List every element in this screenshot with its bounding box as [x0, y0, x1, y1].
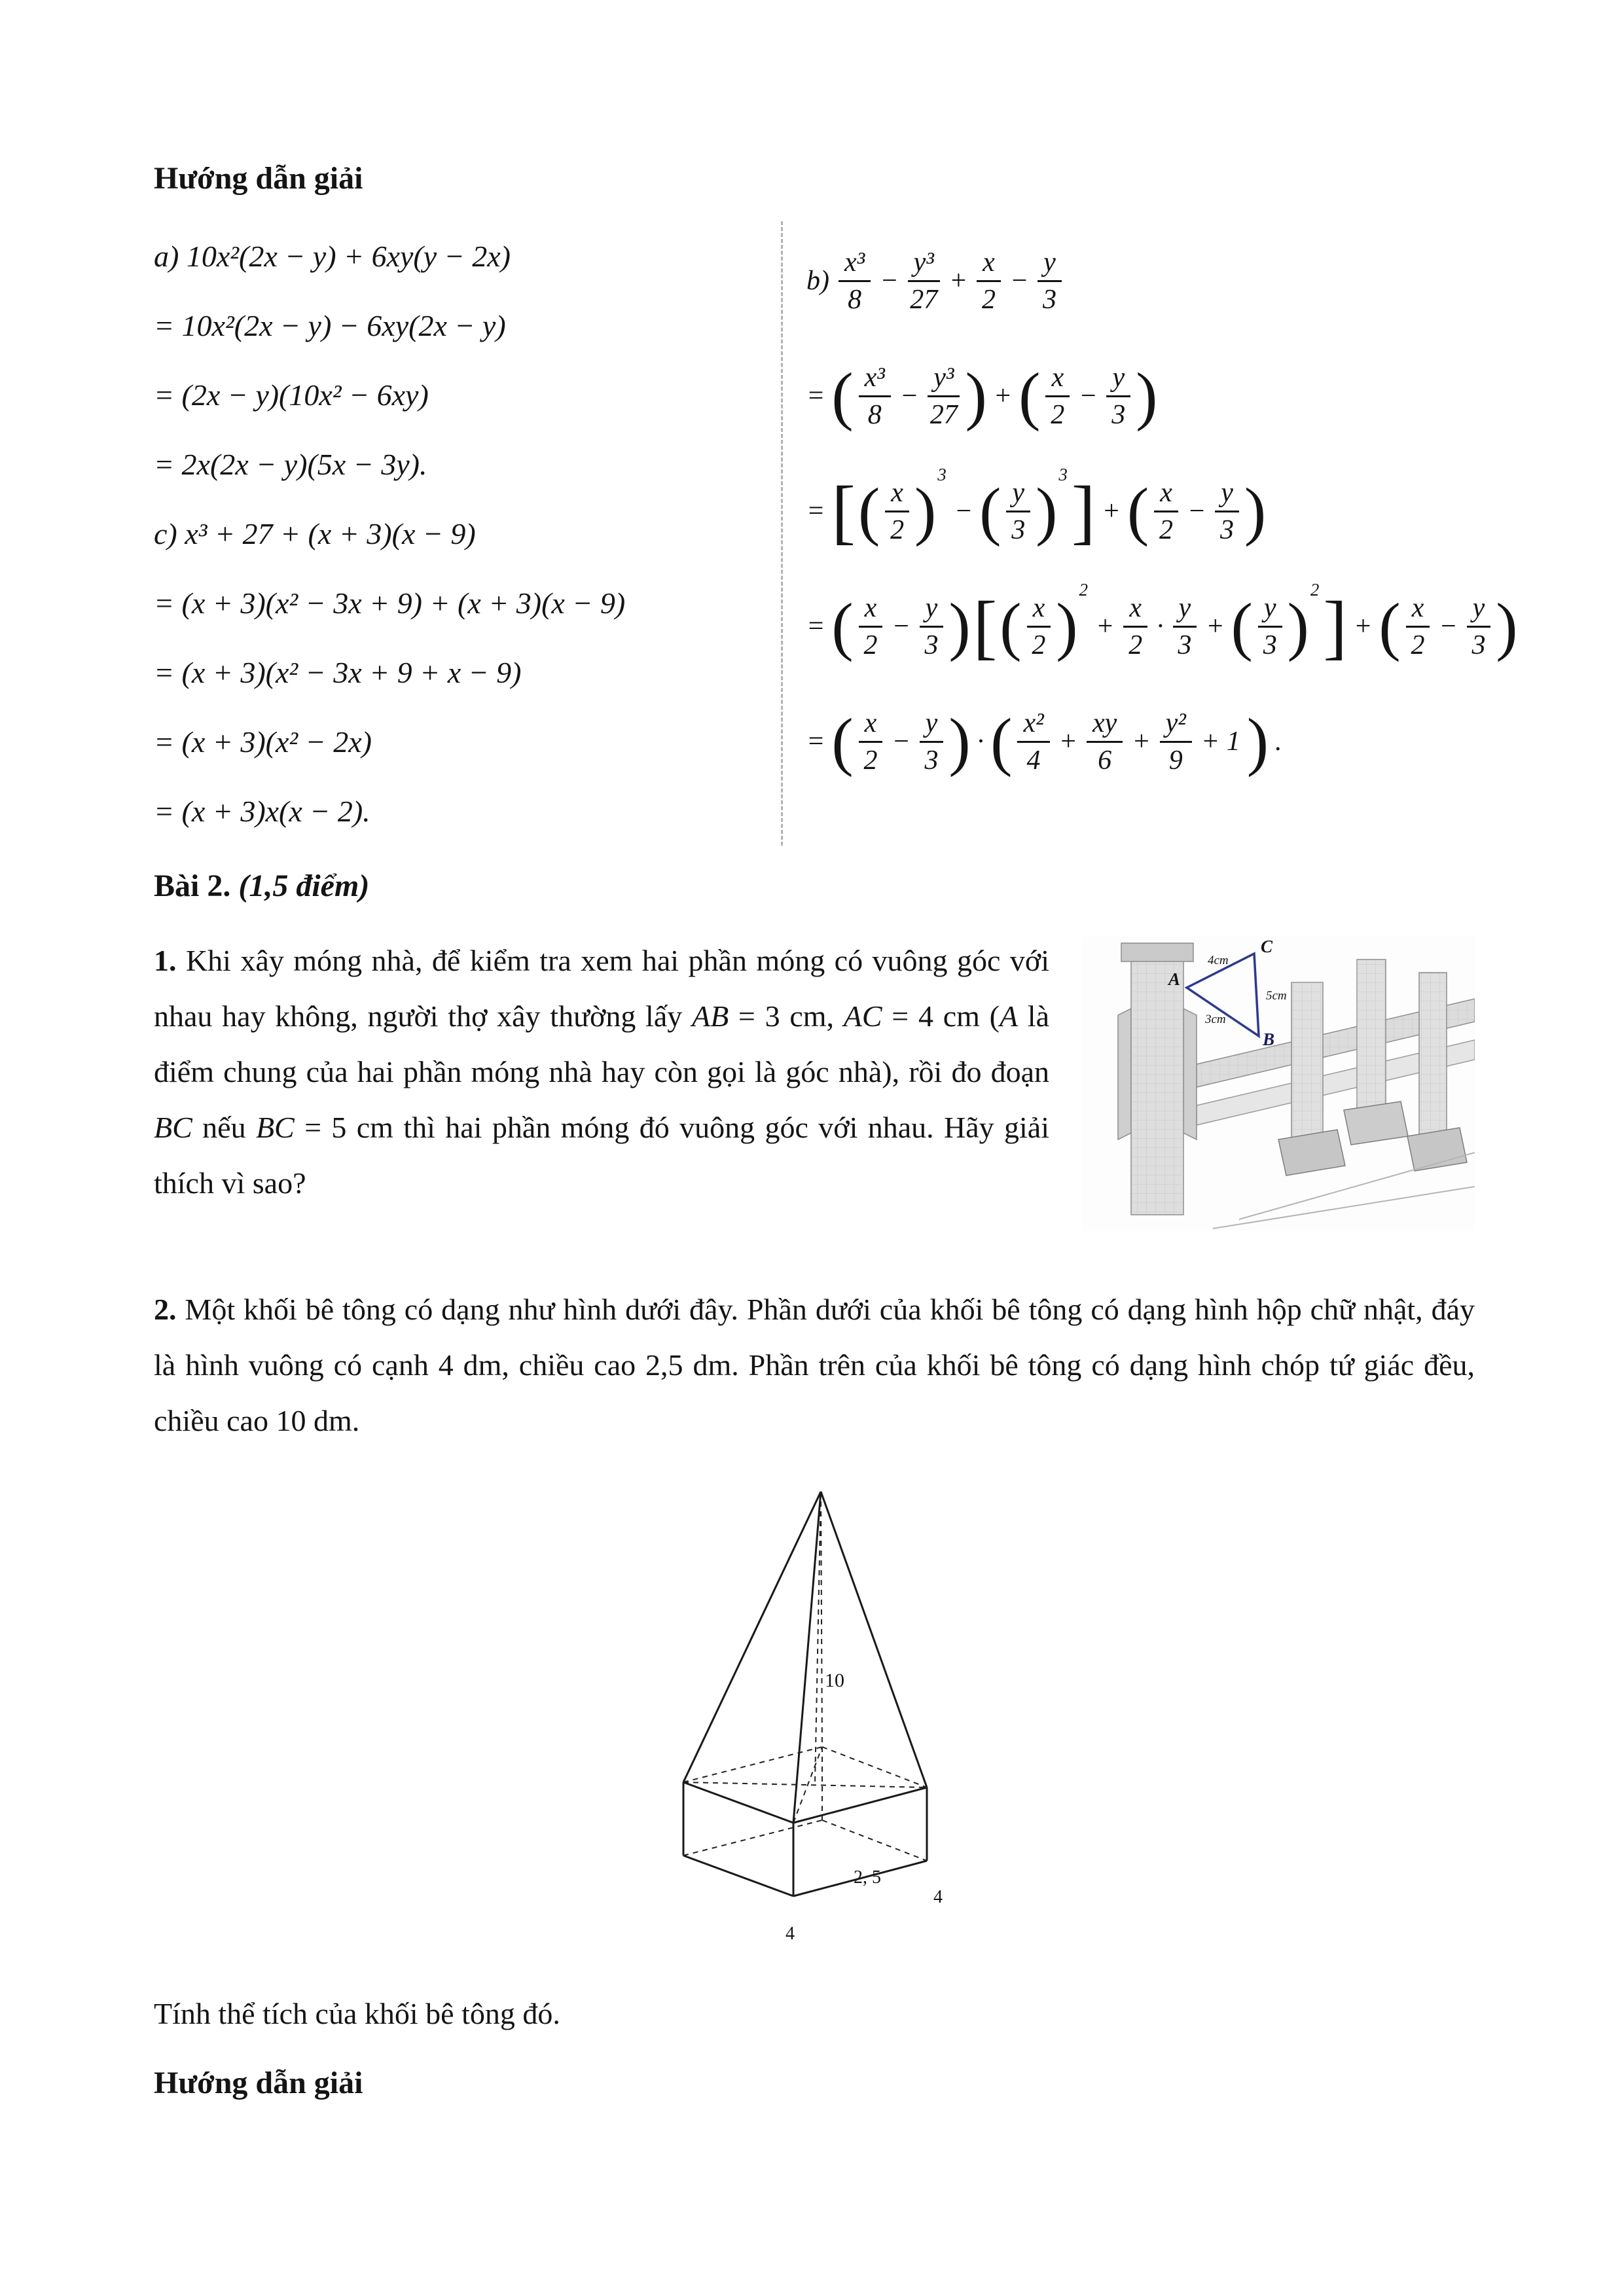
math-line: = [ ( $\frac{x}{2}$ ) 3 − ( $\frac{y}{3}$ ) 3 ] + ( $\frac{x}{2}$ − $\frac{y}{3}$ ) — [806, 465, 1267, 551]
math-line: = 10x²(2x − y) − 6xy(2x − y) — [154, 308, 506, 342]
math-line: = (2x − y)(10x² − 6xy) — [154, 378, 429, 412]
problem-2-part-1 — [154, 933, 1475, 1253]
problem-2-part-1-text: 1. Khi xây móng nhà, để kiểm tra xem hai phần móng có vuông góc với nhau hay không, người thợ xây thường lấy AB = 3 cm, AC = 4 cm (A là điểm chung của hai phần móng nhà hay còn gọi là góc nhà), rồi đo đoạn BC nếu BC = 5 cm thì hai phần móng đó vuông góc với nhau. Hãy giải thích vì sao? — [154, 944, 1049, 1200]
side-label-ab: 3cm — [1205, 1013, 1226, 1026]
dimension-base-edge-front: 4 — [785, 1924, 795, 1945]
math-line: = (x + 3)(x² − 2x) — [154, 725, 372, 759]
pillar-flange — [1118, 1009, 1131, 1139]
pillar-texture — [1131, 953, 1183, 1215]
dimension-pyramid-height: 10 — [825, 1670, 844, 1692]
problem-2-points: (1,5 điểm) — [230, 869, 370, 903]
math-line: = (x + 3)(x² − 3x + 9 + x − 9) — [154, 655, 522, 689]
problem-2-part-2-text: 2. Một khối bê tông có dạng như hình dưới đây. Phần dưới của khối bê tông có dạng hình hộp chữ nhật, đáy là hình vuông có cạnh 4 dm, chiều cao 2,5 dm. Phần trên của khối bê tông có dạng hình chóp tứ giác đều, chiều cao 10 dm. — [154, 1293, 1475, 1438]
dimension-box-height: 2, 5 — [854, 1867, 881, 1888]
problem-2-label: Bài 2. — [154, 869, 231, 903]
concrete-block-figure — [631, 1480, 998, 1965]
rebar-texture — [1357, 960, 1386, 1109]
pillar-cap — [1121, 943, 1193, 961]
heading-huong-dan-giai-bottom: Hướng dẫn giải — [154, 2066, 363, 2101]
math-line: = ( $\frac{\text{x³}}{8}$ − $\frac{\text{y³}}{27}$ ) + ( $\frac{x}{2}$ − $\frac{y}{3}$ ) — [806, 359, 1158, 432]
pillar-flange — [1183, 1009, 1197, 1139]
solution-left-column — [154, 221, 781, 846]
rebar-texture — [1291, 982, 1323, 1138]
math-line: = (x + 3)x(x − 2). — [154, 794, 370, 828]
dimension-base-edge-right: 4 — [933, 1887, 943, 1908]
vertex-label-b: B — [1263, 1030, 1275, 1049]
side-label-cb: 5cm — [1266, 989, 1287, 1003]
solution-right-column — [781, 221, 1519, 846]
closing-instruction: Tính thể tích của khối bê tông đó. — [154, 1997, 560, 2031]
math-line: = ( $\frac{x}{2}$ − $\frac{y}{3}$ ) [ ( $\frac{x}{2}$ ) 2 + $\frac{x}{2}$ · $\frac{y}{3}$ + ( $\frac{y}{3}$ ) 2 ] + ( $\frac{x}{2}$ − $\frac{y}{3}$ ) — [806, 580, 1518, 666]
rebar-texture — [1419, 973, 1447, 1135]
construction-photo — [1082, 937, 1475, 1249]
concrete-block-svg — [631, 1480, 998, 1958]
math-line-a: a) 10x²(2x − y) + 6xy(y − 2x) — [154, 239, 511, 273]
math-line-c: c) x³ + 27 + (x + 3)(x − 9) — [154, 516, 476, 550]
math-line: = (x + 3)(x² − 3x + 9) + (x + 3)(x − 9) — [154, 586, 626, 620]
construction-photo-svg — [1082, 937, 1475, 1231]
math-line: = ( $\frac{x}{2}$ − $\frac{y}{3}$ ) · ( $\frac{\text{x²}}{4}$ + $\frac{xy}{6}$ + $\frac{\text{y²}}{9}$ + 1 ) . — [806, 705, 1282, 778]
math-line: = 2x(2x − y)(5x − 3y). — [154, 447, 427, 481]
solution-columns — [154, 221, 1518, 846]
vertex-label-c: C — [1261, 937, 1273, 956]
math-line-b: b) $\frac{\text{x³}}{8}$ − $\frac{\text{y³}}{27}$ + $\frac{x}{2}$ − $\frac{y}{3}$ — [801, 234, 1519, 327]
visible-edges — [683, 1492, 927, 1896]
vertex-label-a: A — [1168, 969, 1181, 989]
heading-huong-dan-giai-top: Hướng dẫn giải — [154, 161, 363, 196]
side-label-ac: 4cm — [1208, 954, 1229, 967]
problem-2-heading — [154, 868, 1475, 904]
